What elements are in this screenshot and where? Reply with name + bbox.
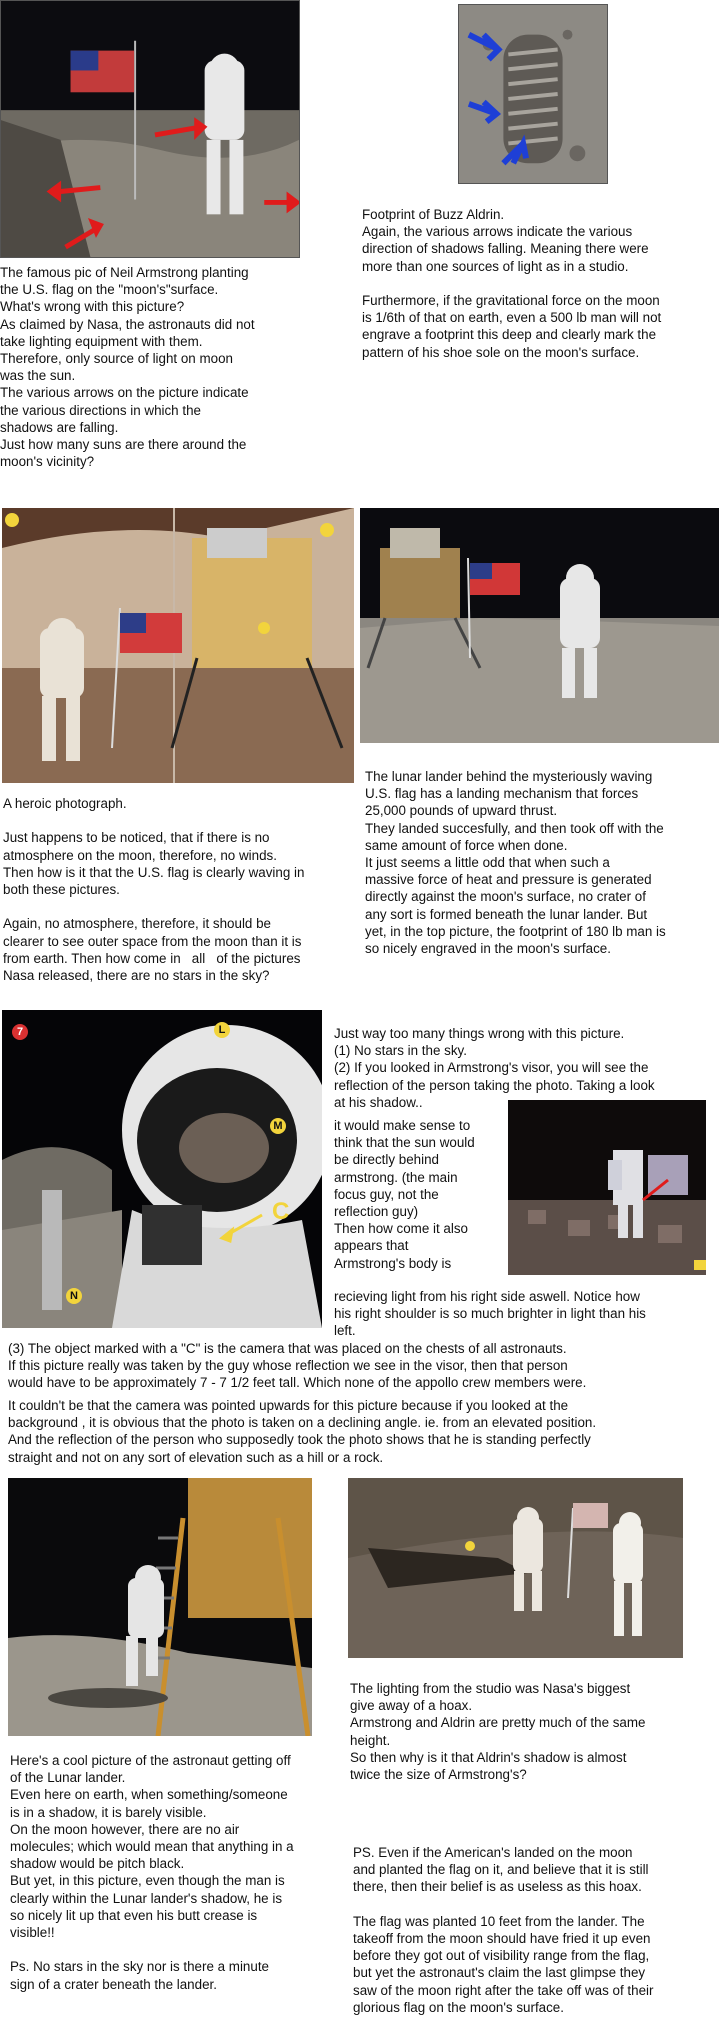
lander-shadow-caption: Here's a cool picture of the astronaut getting off of the Lunar lander. Even here on earth, when something/someone is in a shadow, it is barely visible. On the moon however, there are no air molecules; which would mean that anything in a shadow would be pitch black. But yet, in this picture, even though the man is clearly within the Lunar lander's shadow, he is so nicely lit up that even his butt crease is visible!! Ps. No stars in the sky nor is there a minute sign of a crater beneath the lander. <box>10 1753 294 1992</box>
label-m: M <box>270 1118 286 1134</box>
point-1-2-intro: Just way too many things wrong with this picture. (1) No stars in the sky. (2) If you looked in Armstrong's visor, you will see the reflection of the person taking the photo. Taking a look at his shadow.. <box>334 1026 655 1110</box>
two-astronauts-shadow-photo <box>348 1478 683 1658</box>
lander-flag-photo <box>360 508 719 743</box>
armstrong-flag-photo <box>0 0 300 258</box>
armstrong-flag-caption: The famous pic of Neil Armstrong planting the U.S. flag on the "moon's"surface. What's wrong with this picture? As claimed by Nasa, the astronauts did not take lighting equipment with them. Therefore, only source of light on moon was the sun. The various arrows on the picture indicate the various directions in which the shadows are falling. Just how many suns are there around the moon's vicinity? <box>0 265 255 470</box>
point-3-angle: It couldn't be that the camera was pointed upwards for this picture because if you looked at the background , it is obvious that the photo is taken on a declining angle. ie. from an elevated position. And the reflection of the person who supposedly took the photo shows that he is standing perfectly straight and not on any sort of elevation such as a hill or a rock. <box>8 1398 597 1465</box>
lunar-lander-caption: The lunar lander behind the mysteriously waving U.S. flag has a landing mechanism that forces 25,000 pounds of upward thrust. They landed succesfully, and then took off with the same amount of force when done. It just seems a little odd that when such a massive force of heat and pressure is generated directly against the moon's surface, no crater of any sort is formed beneath the lunar lander. But yet, in the top picture, the footprint of 180 lb man is so nicely engraved in the moon's surface. <box>365 769 666 957</box>
salute-flag-photo <box>2 508 354 783</box>
point-3-camera: (3) The object marked with a "C" is the camera that was placed on the chests of all astronauts. If this picture really was taken by the guy whose reflection we see in the visor, then that person would have to be approximately 7 - 7 1/2 feet tall. Which none of the appollo crew members were. <box>8 1341 587 1391</box>
label-n: N <box>66 1288 82 1304</box>
visor-reflection-photo <box>2 1010 322 1328</box>
label-7: 7 <box>12 1024 28 1040</box>
studio-lighting-caption: The lighting from the studio was Nasa's biggest give away of a hoax. Armstrong and Aldrin are pretty much of the same height. So then why is it that Aldrin's shadow is almost twice the size of Armstrong's? <box>350 1681 646 1783</box>
label-l: L <box>214 1022 230 1038</box>
point-2-continued: recieving light from his right side aswell. Notice how his right shoulder is so much brighter in light than his left. <box>334 1289 646 1339</box>
aldrin-footprint-photo <box>458 4 608 184</box>
flag-takeoff-caption: PS. Even if the American's landed on the moon and planted the flag on it, and believe that it is still there, then their belief is as useless as this hoax. The flag was planted 10 feet from the lander. The takeoff from the moon should have fried it up even before they got out of visibility range from the flag, but yet the astronaut's claim the last glimpse they saw of the moon right after the take off was of their glorious flag on the moon's surface. <box>353 1845 654 2015</box>
reflection-closeup-photo <box>508 1100 706 1275</box>
shadow-narrow-text: it would make sense to think that the sun would be directly behind armstrong. (the main focus guy, not the reflection guy) Then how come it also appears that Armstrong's body is <box>334 1118 475 1271</box>
label-c: C <box>272 1198 290 1225</box>
lunar-lander-ladder-photo <box>8 1478 312 1736</box>
heroic-photo-caption: A heroic photograph. Just happens to be noticed, that if there is no atmosphere on the moon, therefore, no winds. Then how is it that the U.S. flag is clearly waving in both these pictures. Again, no atmosphere, therefore, it should be clearer to see outer space from the moon than it is from earth. Then how come in all of the pictures Nasa released, there are no stars in the sky? <box>3 796 305 984</box>
footprint-caption: Footprint of Buzz Aldrin. Again, the various arrows indicate the various direction of shadows falling. Meaning there were more than one sources of light as in a studio. Furthermore, if the gravitational force on the moon is 1/6th of that on earth, even a 500 lb man will not engrave a footprint this deep and clearly mark the pattern of his shoe sole on the moon's surface. <box>362 207 662 360</box>
